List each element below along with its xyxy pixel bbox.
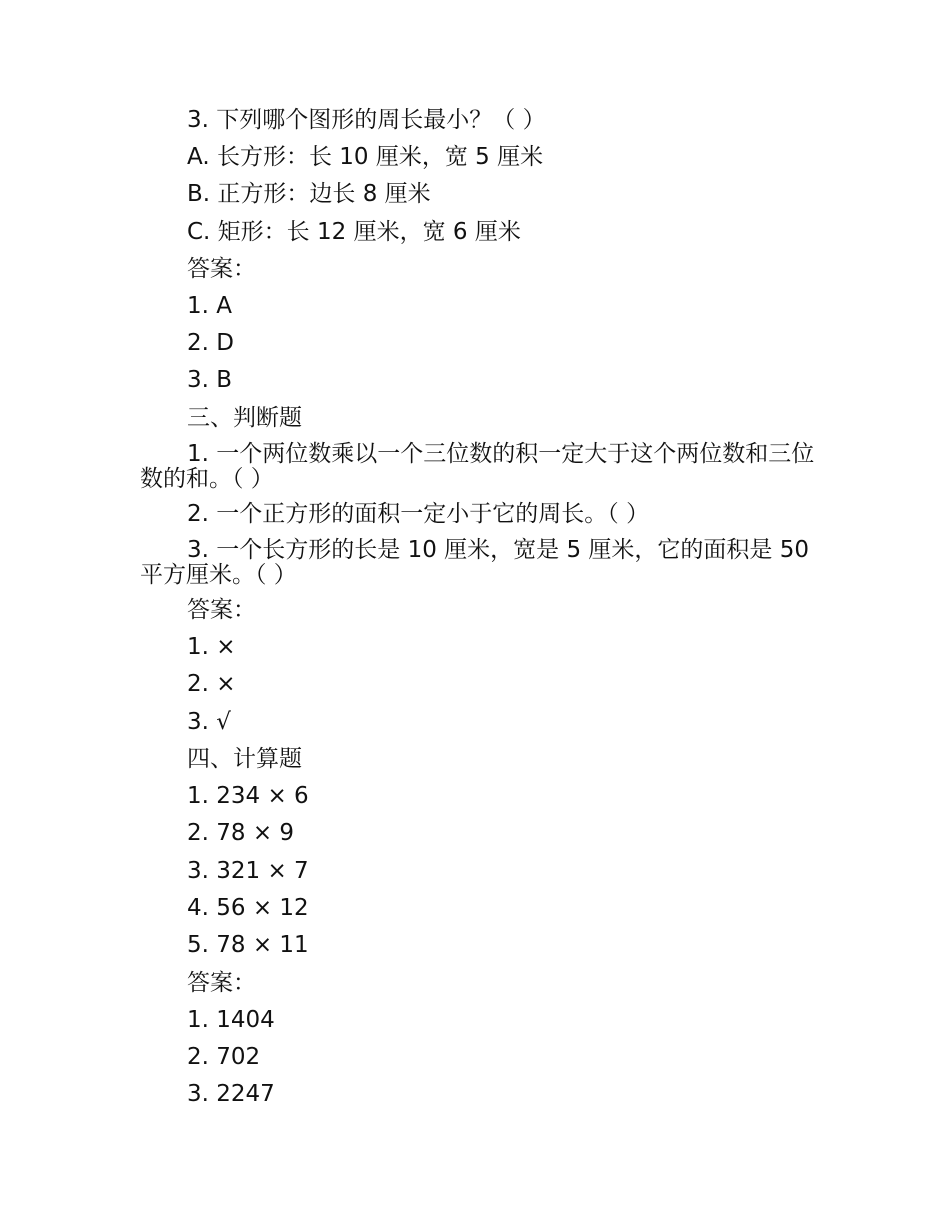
choice-question-3: 3. 下列哪个图形的周长最小？（ ） xyxy=(187,107,546,133)
judgment-heading: 三、判断题 xyxy=(187,405,302,431)
choice-answer-1: 1. A xyxy=(187,293,232,319)
judgment-question-2: 2. 一个正方形的面积一定小于它的周长。（ ） xyxy=(187,501,650,527)
calculation-answer-1: 1. 1404 xyxy=(187,1007,275,1033)
calculation-heading: 四、计算题 xyxy=(187,746,302,772)
calculation-question-3: 3. 321 × 7 xyxy=(187,858,309,884)
choice-option-c: C. 矩形：长 12 厘米，宽 6 厘米 xyxy=(187,219,521,245)
judgment-question-1: 1. 一个两位数乘以一个三位数的积一定大于这个两位数和三位数的和。（ ） xyxy=(140,441,815,492)
choice-answer-2: 2. D xyxy=(187,330,234,356)
choice-option-a: A. 长方形：长 10 厘米，宽 5 厘米 xyxy=(187,144,544,170)
calculation-question-1: 1. 234 × 6 xyxy=(187,783,309,809)
choice-answer-label: 答案： xyxy=(187,256,256,282)
judgment-question-3: 3. 一个长方形的长是 10 厘米，宽是 5 厘米，它的面积是 50 平方厘米。（ ） xyxy=(140,537,809,588)
judgment-answer-label: 答案： xyxy=(187,597,256,623)
calculation-answer-label: 答案： xyxy=(187,970,256,996)
judgment-answer-2: 2. × xyxy=(187,671,236,697)
calculation-answer-2: 2. 702 xyxy=(187,1044,261,1070)
choice-answer-3: 3. B xyxy=(187,367,233,393)
calculation-answer-3: 3. 2247 xyxy=(187,1081,275,1107)
choice-option-b: B. 正方形：边长 8 厘米 xyxy=(187,181,431,207)
calculation-question-2: 2. 78 × 9 xyxy=(187,820,295,846)
judgment-answer-1: 1. × xyxy=(187,634,236,660)
judgment-answer-3: 3. √ xyxy=(187,709,231,735)
calculation-question-5: 5. 78 × 11 xyxy=(187,932,309,958)
calculation-question-4: 4. 56 × 12 xyxy=(187,895,309,921)
